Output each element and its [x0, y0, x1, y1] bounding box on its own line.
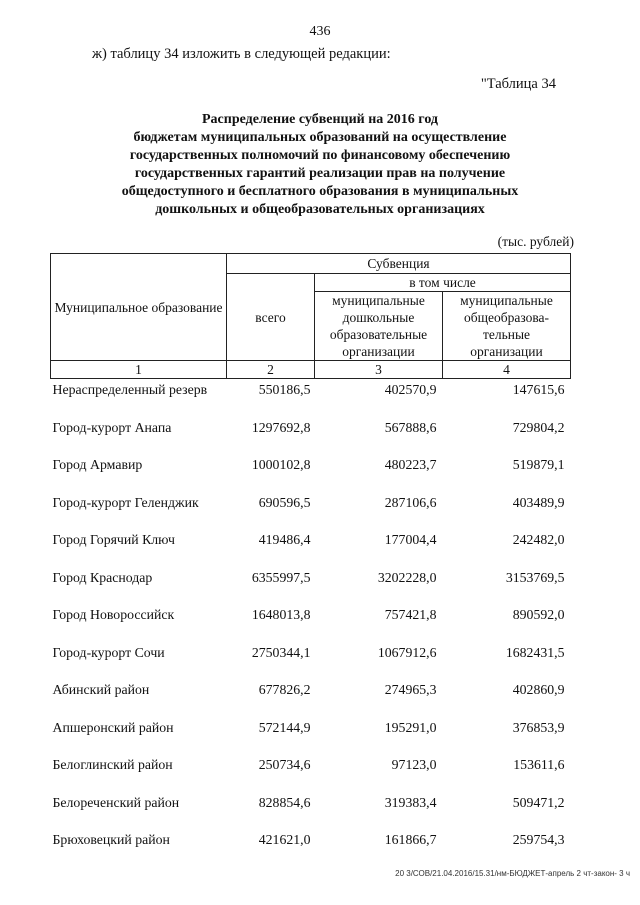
preschool-value: 177004,4 [384, 532, 437, 547]
general-value: 402860,9 [512, 682, 565, 697]
preschool-value: 757421,8 [384, 607, 437, 622]
table-title [60, 111, 580, 219]
header-municipality: Муниципальное образование [51, 254, 227, 361]
general-value: 376853,9 [512, 719, 565, 735]
municipality-name: Нераспределенный резерв [52, 382, 208, 397]
preschool-value: 287106,6 [384, 494, 437, 510]
municipality-name: Белоглинский район [52, 757, 173, 772]
table-row [51, 604, 571, 642]
header-total: всего [227, 274, 315, 361]
municipality-name: Абинский район [52, 682, 150, 697]
table-row [51, 567, 571, 605]
municipality-name: Апшеронский район [52, 719, 174, 735]
municipality-name: Город-курорт Анапа [52, 419, 172, 435]
header-general: муниципальные общеобразова-тельные организации [443, 292, 571, 361]
title-line: Распределение субвенций на 2016 год [202, 112, 438, 127]
title-line: государственных гарантий реализации прав на получение [134, 166, 506, 181]
municipality-name: Город Горячий Ключ [52, 532, 175, 547]
municipality-name: Город-курорт Сочи [52, 644, 165, 660]
title-line: дошкольных и общеобразовательных организациях [155, 202, 485, 217]
document-footer-code: 20 3/СОВ/21.04.2016/15.31/нм-БЮДЖЕТ-апрель 2 чт-закон- 3 ч [395, 869, 630, 878]
header-preschool: муниципальные дошкольные образовательные организации [315, 292, 443, 361]
general-value: 242482,0 [512, 532, 565, 547]
title-line: государственных полномочий по финансовому обеспечению [129, 148, 511, 163]
total-value: 6355997,5 [251, 569, 311, 585]
total-value: 2750344,1 [251, 644, 311, 660]
column-number: 4 [443, 361, 571, 379]
table-row [51, 792, 571, 830]
municipality-name: Город-курорт Геленджик [52, 494, 199, 510]
preschool-value: 195291,0 [384, 719, 437, 735]
title-line: бюджетам муниципальных образований на осуществление [133, 130, 507, 145]
general-value: 153611,6 [513, 757, 565, 772]
preschool-value: 480223,7 [384, 457, 437, 472]
general-value: 890592,0 [512, 607, 565, 622]
general-value: 259754,3 [512, 832, 565, 847]
preschool-value: 3202228,0 [377, 569, 437, 585]
table-row [51, 379, 571, 417]
column-number: 3 [315, 361, 443, 379]
general-value: 509471,2 [512, 794, 565, 810]
total-value: 421621,0 [258, 832, 311, 847]
preschool-value: 567888,6 [384, 419, 437, 435]
municipality-name: Брюховецкий район [52, 832, 170, 847]
title-line: общедоступного и бесплатного образования в муниципальных [121, 184, 519, 199]
total-value: 1000102,8 [251, 457, 311, 472]
column-number: 2 [227, 361, 315, 379]
preschool-value: 161866,7 [384, 832, 437, 847]
general-value: 519879,1 [512, 457, 565, 472]
municipality-name: Город Армавир [52, 457, 143, 472]
general-value: 3153769,5 [505, 569, 565, 585]
table-row [51, 454, 571, 492]
header-subvention: Субвенция [227, 254, 571, 274]
total-value: 677826,2 [258, 682, 311, 697]
table-label: "Таблица 34 [480, 76, 556, 92]
intro-text: ж) таблицу 34 изложить в следующей редакции: [92, 46, 391, 62]
total-value: 1297692,8 [251, 419, 311, 435]
total-value: 419486,4 [258, 532, 311, 547]
preschool-value: 1067912,6 [377, 644, 437, 660]
total-value: 572144,9 [258, 719, 311, 735]
preschool-value: 97123,0 [391, 757, 437, 772]
table-row [51, 717, 571, 755]
general-value: 729804,2 [512, 419, 565, 435]
preschool-value: 319383,4 [384, 794, 437, 810]
municipality-name: Город Краснодар [52, 569, 153, 585]
general-value: 147615,6 [512, 382, 565, 397]
total-value: 828854,6 [258, 794, 311, 810]
table-row [51, 754, 571, 792]
column-number: 1 [51, 361, 227, 379]
table-row [51, 492, 571, 530]
table-row [51, 679, 571, 717]
table-row [51, 529, 571, 567]
table-row [51, 829, 571, 867]
table-row [51, 417, 571, 455]
general-value: 1682431,5 [505, 644, 565, 660]
municipality-name: Город Новороссийск [52, 607, 175, 622]
total-value: 250734,6 [258, 757, 311, 772]
total-value: 1648013,8 [251, 607, 311, 622]
page-number: 436 [309, 24, 331, 39]
general-value: 403489,9 [512, 494, 565, 510]
table-row [51, 642, 571, 680]
total-value: 550186,5 [258, 382, 311, 397]
header-including: в том числе [315, 274, 571, 292]
subvention-table [50, 253, 571, 867]
municipality-name: Белореченский район [52, 794, 180, 810]
preschool-value: 274965,3 [384, 682, 437, 697]
preschool-value: 402570,9 [384, 382, 437, 397]
units-label: (тыс. рублей) [497, 234, 574, 249]
total-value: 690596,5 [258, 494, 311, 510]
